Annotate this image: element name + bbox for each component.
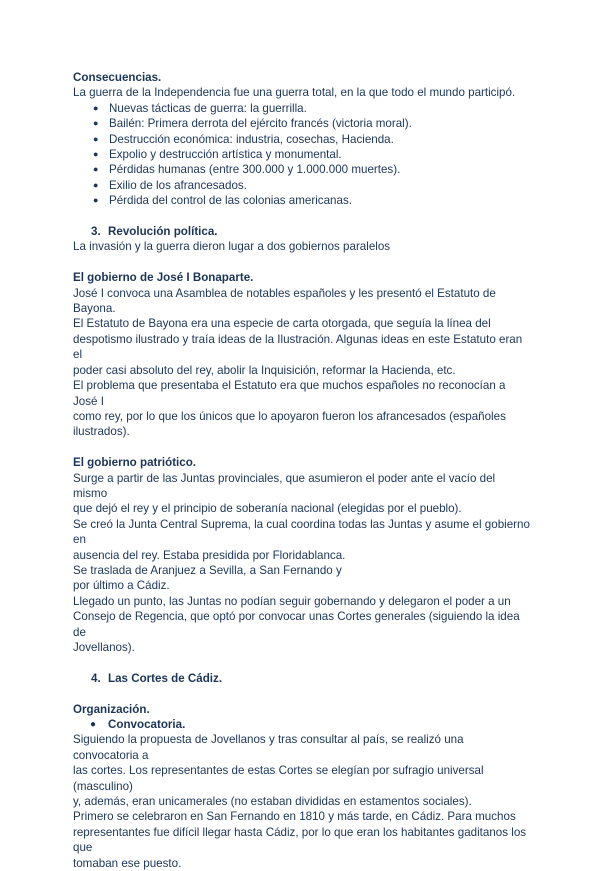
bullet-icon: ● [93,164,99,175]
jose-line: El problema que presentaba el Estatuto era que muchos españoles no reconocían a José I [73,379,506,408]
list-item: ● Pérdidas humanas (entre 300.000 y 1.000.000 muertes). [93,163,401,177]
patriotico-line: por último a Cádiz. [73,579,170,593]
patriotico-line: que dejó el rey y el principio de soberanía nacional (elegidas por el pueblo). [73,502,462,516]
organizacion-heading: Organización. [73,702,150,716]
jose-line: El Estatuto de Bayona era una especie de carta otorgada, que seguía la línea del [73,317,491,331]
section-3-heading: 3. Revolución política. [91,225,218,239]
bullet-icon: ● [93,133,99,144]
patriotico-line: Surge a partir de las Juntas provinciales, que asumieron el poder ante el vacío del mismo [73,471,496,500]
patriotico-heading: El gobierno patriótico. [73,456,197,470]
jose-line: ilustrados). [73,425,130,439]
jose-line: como rey, por lo que los únicos que lo apoyaron fueron los afrancesados (españoles [73,409,506,423]
patriotico-line: Llegado un punto, las Juntas no podían seguir gobernando y delegaron el poder a un [73,594,511,608]
convocatoria-subheading: ● Convocatoria. [90,717,186,731]
jose-line: poder casi absoluto del rey, abolir la Inquisición, reformar la Hacienda, etc. [73,363,456,377]
section-4-heading: 4. Las Cortes de Cádiz. [91,671,223,685]
list-item: ● Pérdida del control de las colonias americanas. [93,194,352,208]
list-item: ● Nuevas tácticas de guerra: la guerrilla. [93,101,307,115]
patriotico-line: Consejo de Regencia, que optó por convocar unas Cortes generales (siguiendo la idea de [73,610,520,639]
list-item: ● Destrucción económica: industria, cosechas, Hacienda. [93,132,394,146]
patriotico-line: Se creó la Junta Central Suprema, la cual coordina todas las Juntas y asume el gobierno en [73,517,530,547]
consecuencias-intro: La guerra de la Independencia fue una guerra total, en la que todo el mundo participó. [73,86,516,100]
patriotico-line: ausencia del rey. Estaba presidida por Floridablanca. [73,548,346,562]
jose-line: despotismo ilustrado y traía ideas de la Ilustración. Algunas ideas en este Estatuto eran el [73,332,523,362]
consecuencias-list [73,101,530,209]
patriotico-line: Se traslada de Aranjuez a Sevilla, a San Fernando y [73,563,342,577]
list-item: ● Expolio y destrucción artística y monumental. [93,148,342,162]
bullet-icon: ● [93,195,99,206]
patriotico-line: Jovellanos). [73,640,135,654]
bullet-icon: ● [93,179,99,190]
bullet-icon: ● [93,102,99,113]
bullet-icon: ● [93,118,99,129]
jose-heading: El gobierno de José I Bonaparte. [73,271,254,285]
organizacion-line: representantes fue difícil llegar hasta Cádiz, por lo que eran los habitantes gaditanos los que [73,825,527,855]
bullet-icon: ● [90,718,97,730]
consecuencias-heading: Consecuencias. [73,71,162,84]
organizacion-line: Siguiendo la propuesta de Jovellanos y tras consultar al país, se realizó una convocatoria a [73,733,464,762]
jose-line: José I convoca una Asamblea de notables españoles y les presentó el Estatuto de Bayona. [73,286,496,316]
bullet-icon: ● [93,149,99,160]
organizacion-line: Primero se celebraron en San Fernando en 1810 y más tarde, en Cádiz. Para muchos [73,810,516,824]
list-item: ● Exilio de los afrancesados. [93,178,247,192]
organizacion-line: tomaban ese puesto. [73,856,182,870]
section-3-intro: La invasión y la guerra dieron lugar a dos gobiernos paralelos [73,240,391,254]
organizacion-line: las cortes. Los representantes de estas Cortes se elegían por sufragio universal (masculino) [73,764,484,793]
list-item: ● Bailén: Primera derrota del ejército francés (victoria moral). [93,117,412,131]
organizacion-line: y, además, eran unicamerales (no estaban divididas en estamentos sociales). [73,795,472,809]
